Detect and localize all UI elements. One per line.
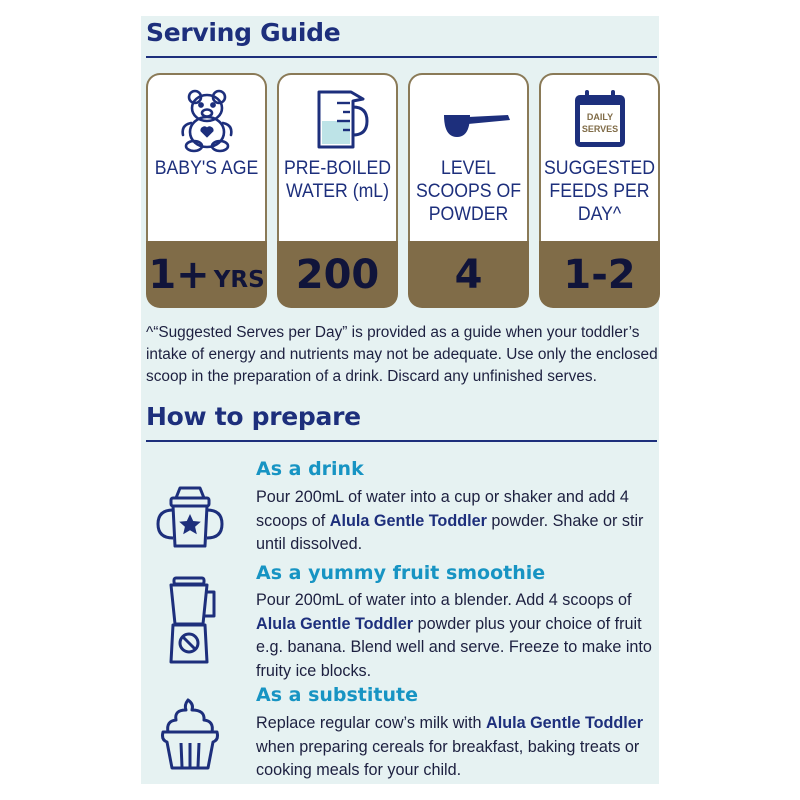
value-number: 1+: [148, 251, 210, 298]
feeds-card: [539, 73, 660, 309]
svg-text:DAILY: DAILY: [586, 112, 613, 122]
step-title: As a drink: [256, 458, 364, 480]
measuring-jug-icon: [277, 87, 398, 149]
card-value: [277, 241, 398, 308]
serving-guide-heading: Serving Guide: [146, 18, 341, 47]
scoop-icon: [408, 87, 529, 149]
step-description: [256, 712, 656, 783]
step-text: when preparing cereals for breakfast, baking treats or cooking meals for your child.: [256, 737, 640, 779]
step-description: [256, 589, 656, 683]
value-number: 4: [454, 251, 483, 298]
card-label: BABY'S AGE: [154, 158, 259, 179]
step-description: [256, 486, 656, 557]
step-text: powder. Shake or stir until dissolved.: [256, 511, 644, 553]
step-title: As a substitute: [256, 684, 418, 706]
cupcake-icon: [150, 696, 230, 772]
calendar-icon: [539, 87, 660, 149]
brand-name: Alula Gentle Toddler: [256, 614, 414, 633]
step-text: powder plus your choice of fruit e.g. banana. Blend well and serve. Freeze to make into fruity ice blocks.: [256, 614, 652, 680]
step-text: Pour 200mL of water into a blender. Add 4 scoops of: [256, 591, 632, 609]
footnote: ^“Suggested Serves per Day” is provided as a guide when your toddler’s intake of energy and nutrients may not be adequate. Use only the enclosed scoop in the preparation of a drink. Discard any unfinished serves.: [146, 324, 658, 385]
teddy-bear-icon: [146, 87, 267, 149]
brand-name: Alula Gentle Toddler: [329, 511, 487, 530]
step-text: Pour 200mL of water into a cup or shaker and add 4 scoops of: [256, 488, 629, 530]
value-number: 200: [295, 251, 380, 298]
card-label: PRE-BOILED WATER (mL): [283, 158, 392, 202]
sippy-cup-icon: [150, 484, 230, 550]
card-value: [408, 241, 529, 308]
svg-text:SERVES: SERVES: [581, 124, 618, 134]
card-value: [146, 241, 267, 308]
step-text: Replace regular cow’s milk with: [256, 714, 487, 732]
heading-divider: [146, 56, 657, 58]
water-card: [277, 73, 398, 309]
value-number: 1-2: [563, 251, 636, 298]
heading-divider: [146, 440, 657, 442]
card-label: SUGGESTED FEEDS PER DAY^: [544, 158, 655, 225]
card-value: [539, 241, 660, 308]
scoops-card: [408, 73, 529, 309]
card-label: LEVEL SCOOPS OF POWDER: [415, 158, 522, 225]
how-to-prepare-heading: How to prepare: [146, 402, 361, 431]
step-title: As a yummy fruit smoothie: [256, 562, 546, 584]
value-unit: YRS: [213, 266, 265, 293]
age-card: [146, 73, 267, 309]
blender-icon: [150, 576, 230, 668]
brand-name: Alula Gentle Toddler: [486, 714, 644, 732]
